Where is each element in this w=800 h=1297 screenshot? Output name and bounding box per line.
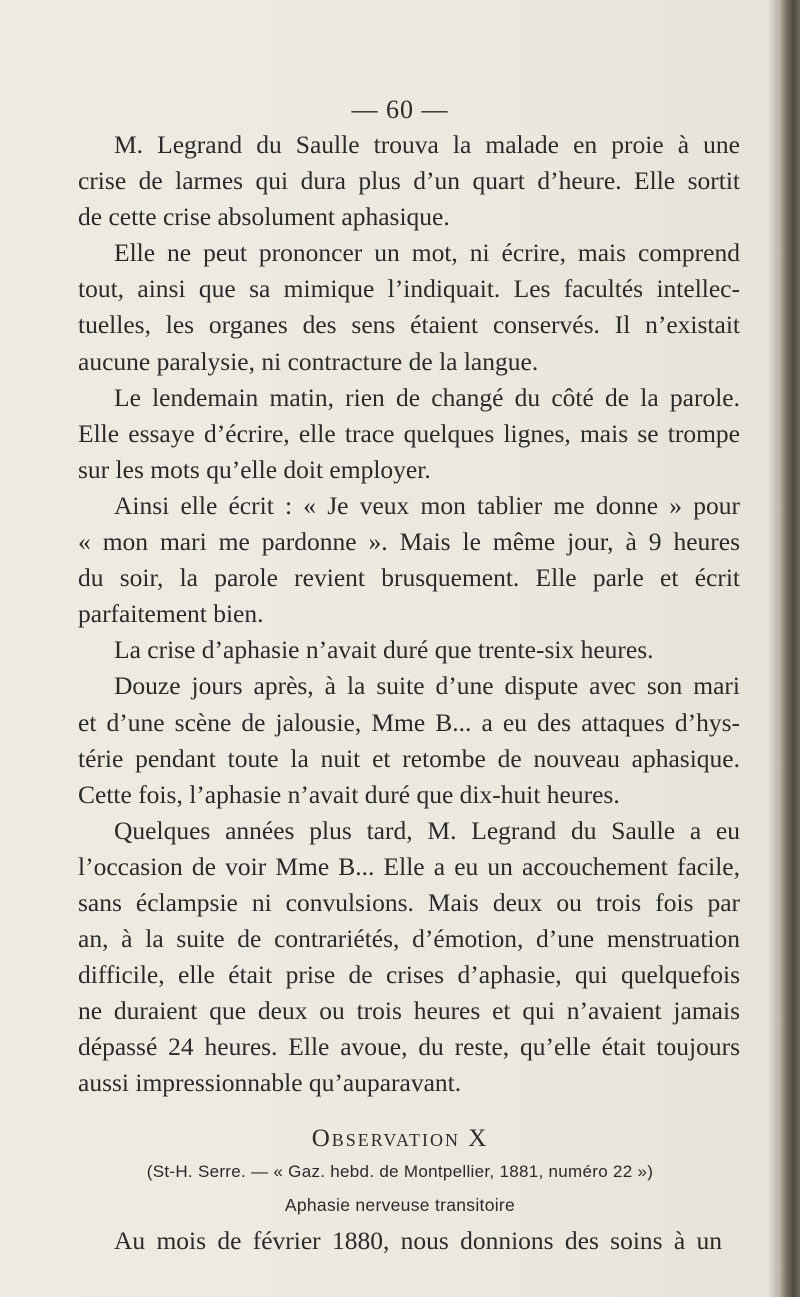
text-line: dépassé 24 heures. Elle avoue, du reste, qu’elle était toujours: [78, 1032, 740, 1062]
text-line: difficile, elle était prise de crises d’aphasie, qui quelquefois: [78, 960, 740, 990]
paragraph: [78, 127, 740, 235]
text-line: Elle ne peut prononcer un mot, ni écrire, mais comprend: [114, 238, 740, 268]
text-line: sur les mots qu’elle doit employer.: [78, 454, 431, 484]
observation-title: Observation X: [311, 1125, 489, 1152]
paragraph: [78, 632, 740, 668]
text-line: ne duraient que deux ou trois heures et qui n’avaient jamais: [78, 996, 740, 1026]
page-number: — 60 —: [351, 95, 449, 124]
body-text: [78, 127, 740, 1102]
text-line: « mon mari me pardonne ». Mais le même jour, à 9 heures: [78, 527, 740, 557]
paragraph: [78, 488, 740, 632]
text-line: Quelques années plus tard, M. Legrand du Saulle a eu: [114, 815, 740, 845]
text-line: tuelles, les organes des sens étaient conservés. Il n’existait: [78, 310, 740, 340]
paragraph: [78, 813, 740, 1102]
text-line: du soir, la parole revient brusquement. Elle parle et écrit: [78, 563, 740, 593]
text-line: l’occasion de voir Mme B... Elle a eu un accouchement facile,: [78, 851, 740, 881]
text-line: crise de larmes qui dura plus d’un quart d’heure. Elle sortit: [78, 166, 740, 196]
text-line: Le lendemain matin, rien de changé du côté de la parole.: [114, 382, 740, 412]
text-line: térie pendant toute la nuit et retombe de nouveau aphasique.: [78, 743, 740, 773]
paragraph: [78, 380, 740, 488]
observation-subtitle: Aphasie nerveuse transitoire: [284, 1195, 516, 1215]
book-spine-edge: [778, 0, 800, 1297]
text-line: Cette fois, l’aphasie n’avait duré que dix-huit heures.: [78, 779, 620, 809]
text-line: an, à la suite de contrariétés, d’émotion, d’une menstruation: [78, 924, 740, 954]
final-text-line: [0, 1226, 800, 1256]
text-line: Ainsi elle écrit : « Je veux mon tablier me donne » pour: [114, 490, 740, 520]
observation-source: (St-H. Serre. — « Gaz. hebd. de Montpellier, 1881, numéro 22 »): [146, 1162, 654, 1181]
text-line: Elle essaye d’écrire, elle trace quelques lignes, mais se trompe: [78, 418, 740, 448]
text-line: et d’une scène de jalousie, Mme B... a eu des attaques d’hys-: [78, 707, 740, 737]
text-line: Douze jours après, à la suite d’une dispute avec son mari: [114, 671, 740, 701]
text-line: Au mois de février 1880, nous donnions des soins à un: [114, 1226, 722, 1255]
paragraph: [78, 235, 740, 379]
text-line: aussi impressionnable qu’auparavant.: [78, 1068, 462, 1098]
text-line: aucune paralysie, ni contracture de la langue.: [78, 346, 539, 376]
text-line: M. Legrand du Saulle trouva la malade en proie à une: [114, 130, 740, 159]
text-line: de cette crise absolument aphasique.: [78, 202, 450, 232]
text-line: parfaitement bien.: [78, 599, 264, 629]
paragraph: [78, 668, 740, 812]
text-line: La crise d’aphasie n’avait duré que trente-six heures.: [114, 635, 654, 665]
text-line: sans éclampsie ni convulsions. Mais deux ou trois fois par: [78, 887, 740, 917]
page-gutter-shadow: [768, 0, 778, 1297]
text-line: tout, ainsi que sa mimique l’indiquait. Les facultés intellec-: [78, 274, 740, 304]
